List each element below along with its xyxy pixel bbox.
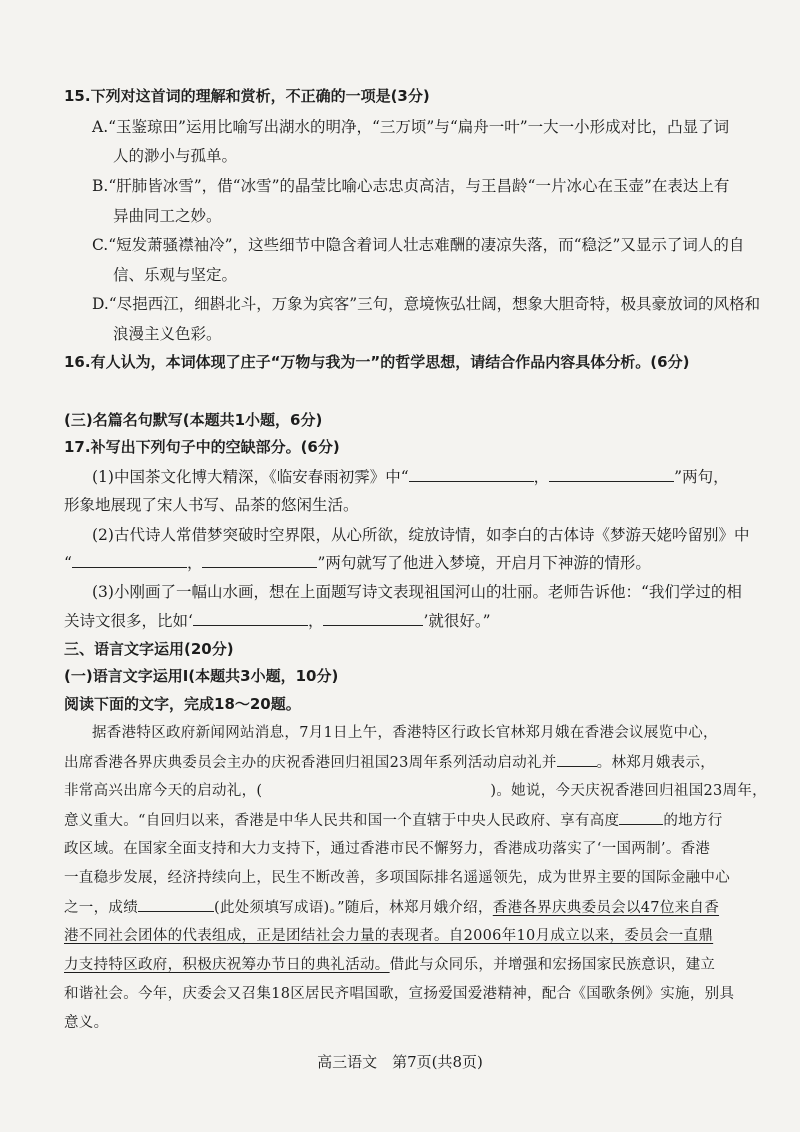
- answer-blank-6[interactable]: [323, 611, 423, 626]
- section-3-title: (三)名篇名句默写(本题共1小题，6分): [64, 411, 323, 429]
- option-d-line-2: 浪漫主义色彩。: [113, 325, 222, 343]
- option-c-line-1: C.“短发萧骚襟袖冷”，这些细节中隐含着词人壮志难酬的凄凉失落，而“稳泛”又显示了词人的自: [92, 236, 745, 254]
- passage-line-7: 之一，成绩 (此处须填写成语)。”随后，林郑月娥介绍，香港各界庆典委员会以47位来自香: [64, 897, 719, 918]
- passage-line-1: 据香港特区政府新闻网站消息，7月1日上午，香港特区行政长官林郑月娥在香港会议展览中心，: [92, 725, 718, 741]
- option-c-line-2: 信、乐观与坚定。: [113, 266, 238, 284]
- passage-line-10: 和谐社会。今年，庆委会又召集18区居民齐唱国歌，宣扬爱国爱港精神，配合《国歌条例》实施，别具: [64, 986, 735, 1002]
- underlined-sentence-end: 力支持特区政府，积极庆祝筹办节日的典礼活动。: [64, 957, 390, 973]
- passage-line-8-underlined: 港不同社会团体的代表组成，正是团结社会力量的表现者。自2006年10月成立以来，委员会一直鼎: [64, 928, 714, 944]
- option-b-line-1: B.“肝肺皆冰雪”，借“冰雪”的晶莹比喻心志忠贞高洁，与王昌龄“一片冰心在玉壶”在表达上有: [92, 177, 730, 195]
- underlined-sentence-start: 香港各界庆典委员会以47位来自香: [492, 900, 720, 916]
- page-footer: 高三语文 第7页(共8页): [317, 1053, 483, 1071]
- passage-line-9: 力支持特区政府，积极庆祝筹办节日的典礼活动。借此与众同乐，并增强和宏扬国家民族意识，建立: [64, 957, 716, 973]
- question-17-stem: 17.补写出下列句子中的空缺部分。(6分): [64, 438, 340, 456]
- answer-blank-1[interactable]: [409, 467, 534, 482]
- answer-blank-5[interactable]: [193, 611, 308, 626]
- answer-blank-3[interactable]: [72, 553, 187, 568]
- answer-blank-2[interactable]: [549, 467, 674, 482]
- question-17-part-1: (1)中国茶文化博大精深，《临安春雨初霁》中“ ， ”两句，: [92, 468, 729, 486]
- question-17-part-2-cont: “ ， ”两句就写了他进入梦境，开启月下神游的情形。: [64, 554, 651, 572]
- reading-instruction: 阅读下面的文字，完成18～20题。: [64, 695, 301, 713]
- part-3-title: 三、语言文字运用(20分): [64, 640, 234, 658]
- option-a-line-2: 人的渺小与孤单。: [113, 147, 238, 165]
- option-d-line-1: D.“尽挹西江，细斟北斗，万象为宾客”三句，意境恢弘壮阔，想象大胆奇特，极具豪放词的风格和: [92, 295, 761, 313]
- question-15-stem: 15.下列对这首词的理解和赏析，不正确的一项是(3分): [64, 87, 430, 105]
- passage-blank-c[interactable]: [138, 897, 214, 912]
- passage-line-5: 政区域。在国家全面支持和大力支持下，通过香港市民不懈努力，香港成功落实了‘一国两制’。香港: [64, 841, 711, 857]
- passage-line-4: 意义重大。“自回归以来，香港是中华人民共和国一个直辖于中央人民政府、享有高度 的地方行: [64, 810, 723, 831]
- question-17-part-3-cont: 关诗文很多，比如‘ ， ’就很好。”: [64, 612, 491, 630]
- question-17-part-3: (3)小刚画了一幅山水画，想在上面题写诗文表现祖国河山的壮丽。老师告诉他：“我们学过的相: [92, 583, 742, 601]
- question-17-part-2: (2)古代诗人常借梦突破时空界限，从心所欲，绽放诗情，如李白的古体诗《梦游天姥吟留别》中: [92, 526, 750, 544]
- passage-blank-a[interactable]: [557, 752, 597, 767]
- passage-line-3: 非常高兴出席今天的启动礼，( )。她说，今天庆祝香港回归祖国23周年，: [64, 783, 767, 799]
- answer-blank-4[interactable]: [202, 553, 317, 568]
- passage-line-6: 一直稳步发展，经济持续向上，民生不断改善，多项国际排名遥遥领先，成为世界主要的国际金融中心: [64, 870, 730, 886]
- passage-line-11: 意义。: [64, 1015, 109, 1031]
- passage-line-2: 出席香港各界庆典委员会主办的庆祝香港回归祖国23周年系列活动启动礼并 。林郑月娥表示，: [64, 752, 715, 773]
- option-a-line-1: A.“玉鉴琼田”运用比喻写出湖水的明净，“三万顷”与“扁舟一叶”一大一小形成对比，凸显了词: [92, 118, 730, 136]
- question-16-stem: 16.有人认为，本词体现了庄子“万物与我为一”的哲学思想，请结合作品内容具体分析。(6分): [64, 353, 690, 371]
- subsection-1-title: (一)语言文字运用Ⅰ(本题共3小题，10分): [64, 667, 339, 685]
- option-b-line-2: 异曲同工之妙。: [113, 207, 222, 225]
- question-17-part-1-cont: 形象地展现了宋人书写、品茶的悠闲生活。: [64, 496, 359, 514]
- passage-blank-b[interactable]: [619, 810, 663, 825]
